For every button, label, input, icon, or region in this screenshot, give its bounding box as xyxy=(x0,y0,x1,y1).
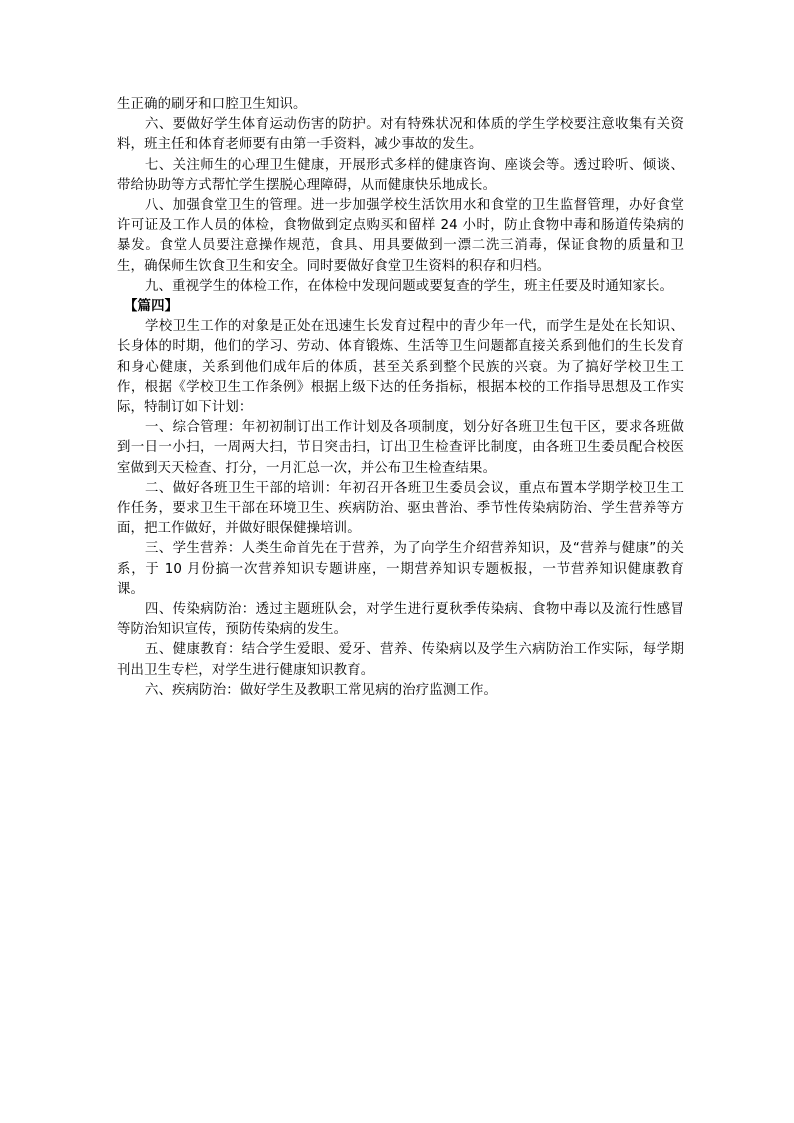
paragraph-intro: 学校卫生工作的对象是正处在迅速生长发育过程中的青少年一代，而学生是处在长知识、长身体的时期，他们的学习、劳动、体育锻炼、生活等卫生问题都直接关系到他们的生长发育和身心健康，关系到他们成年后的体质，甚至关系到整个民族的兴衰。为了搞好学校卫生工作，根据《学校卫生工作条例》根据上级下达的任务指标，根据本校的工作指导思想及工作实际，特制订如下计划： xyxy=(117,319,684,416)
paragraph-continuation: 生正确的刷牙和口腔卫生知识。 xyxy=(117,97,307,112)
paragraph-item-4-infectious: 四、传染病防治：透过主题班队会，对学生进行夏秋季传染病、食物中毒以及流行性感冒等防治知识宣传，预防传染病的发生。 xyxy=(117,602,684,638)
paragraph-item-8-canteen: 八、加强食堂卫生的管理。进一步加强学校生活饮用水和食堂的卫生监督管理，办好食堂许可证及工作人员的体检，食物做到定点购买和留样 24 小时，防止食物中毒和肠道传染病的暴发。食堂人员要注意操作规范，食具、用具要做到一漂二洗三消毒，保证食物的质量和卫生，确保师生饮食卫生和安全。同时要做好食堂卫生资料的积存和归档。 xyxy=(117,198,684,274)
paragraph-item-2-training: 二、做好各班卫生干部的培训：年初召开各班卫生委员会议，重点布置本学期学校卫生工作任务，要求卫生干部在环境卫生、疾病防治、驱虫普治、季节性传染病防治、学生营养等方面，把工作做好，并做好眼保健操培训。 xyxy=(117,480,684,537)
paragraph-item-1-management: 一、综合管理：年初初制订出工作计划及各项制度，划分好各班卫生包干区，要求各班做到一日一小扫，一周两大扫，节日突击扫，订出卫生检查评比制度，由各班卫生委员配合校医室做到天天检查、打分，一月汇总一次，并公布卫生检查结果。 xyxy=(117,420,684,476)
paragraph-item-5-education: 五、健康教育：结合学生爱眼、爱牙、营养、传染病以及学生六病防治工作实际，每学期刊出卫生专栏，对学生进行健康知识教育。 xyxy=(117,642,684,678)
paragraph-item-9-checkup: 九、重视学生的体检工作，在体检中发现问题或要复查的学生，班主任要及时通知家长。 xyxy=(145,278,674,294)
paragraph-item-7-mental-health: 七、关注师生的心理卫生健康，开展形式多样的健康咨询、座谈会等。透过聆听、倾谈、带给协助等方式帮忙学生摆脱心理障碍，从而健康快乐地成长。 xyxy=(117,157,684,193)
section-heading: 【篇四】 xyxy=(124,299,179,315)
paragraph-item-6-disease: 六、疾病防治：做好学生及教职工常见病的治疗监测工作。 xyxy=(145,682,498,698)
paragraph-item-3-nutrition: 三、学生营养：人类生命首先在于营养，为了向学生介绍营养知识，及“营养与健康”的关系，于 10 月份搞一次营养知识专题讲座，一期营养知识专题板报，一节营养知识健康教育课。 xyxy=(117,541,684,597)
paragraph-item-6-sports-injury: 六、要做好学生体育运动伤害的防护。对有特殊状况和体质的学生学校要注意收集有关资料，班主任和体育老师要有由第一手资料，减少事故的发生。 xyxy=(117,117,684,153)
document-page xyxy=(117,95,684,701)
